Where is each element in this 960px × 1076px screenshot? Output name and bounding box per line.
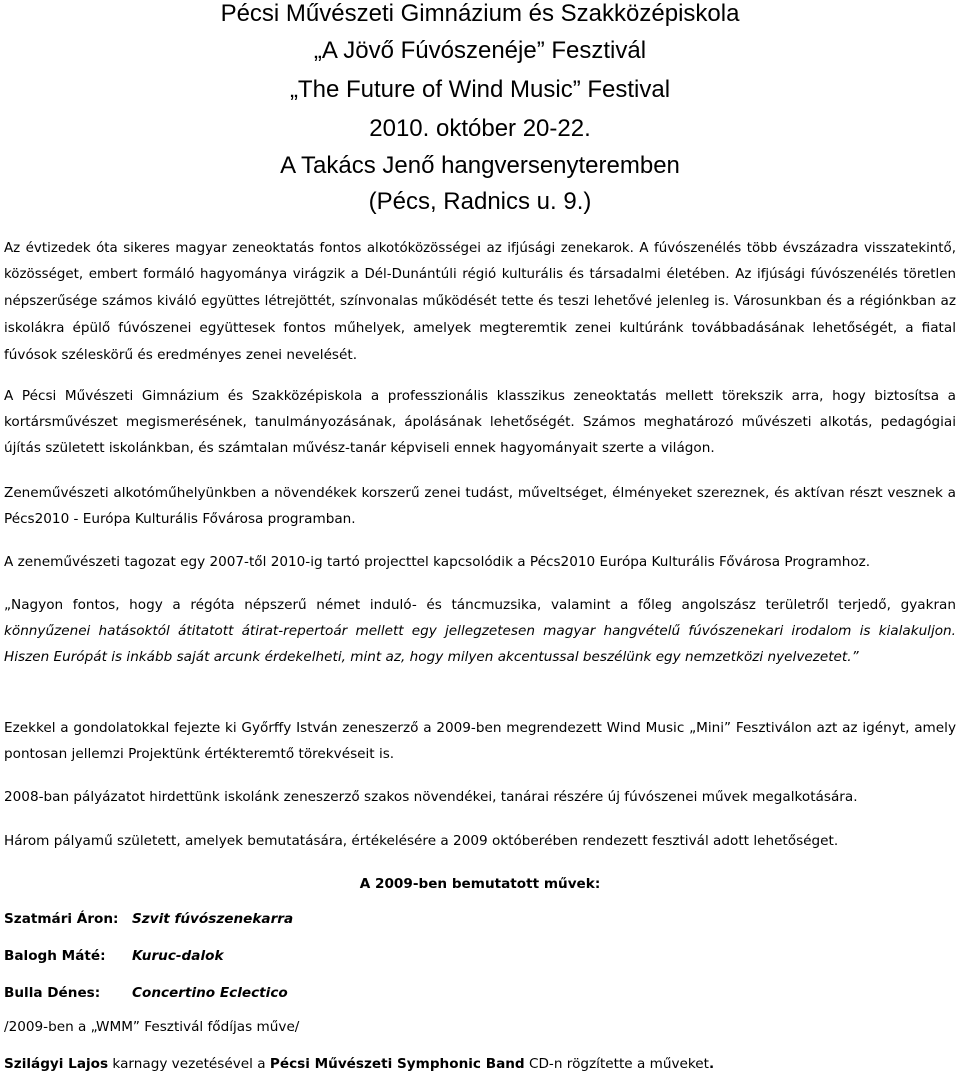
paragraph-youth-bands xyxy=(4,236,956,369)
quote-start: „Nagyon fontos, hogy a régóta népszerű német induló- és táncmuzsika, valamint a főleg angolszász területről terjedő, gyakran xyxy=(4,597,956,613)
festival-date: 2010. október 20-22. xyxy=(369,115,591,142)
works-heading: A 2009-ben bemutatott művek: xyxy=(359,876,601,892)
festival-venue: A Takács Jenő hangversenyteremben xyxy=(280,152,680,179)
closing-mid: karnagy vezetésével a xyxy=(108,1056,270,1072)
conductor-name: Szilágyi Lajos xyxy=(4,1056,109,1072)
work-title-3: Concertino Eclectico xyxy=(132,985,288,1001)
paragraph-youth-bands-b: Városunkban és a régiónkban az iskolákra épülő fúvószenei együttesek fontos műhelyek, amelyek megteremtik zenei kultúránk továbbadásának lehetőségét, a fiatal fúvósok széleskörű és eredményes zenei nevelését. xyxy=(4,293,957,363)
work-title-1: Szvit fúvószenekarra xyxy=(132,911,294,927)
prize-note: /2009-ben a „WMM” Fesztivál fődíjas műve/ xyxy=(4,1019,300,1035)
band-name: Pécsi Művészeti Symphonic Band xyxy=(269,1056,525,1072)
closing-line xyxy=(4,1056,714,1072)
quote-italic: könnyűzenei hatásoktól átitatott átirat-repertoár mellett egy jellegzetesen magyar hangvételű fúvószenekari irodalom is kialakuljon. Hiszen Európát is inkább saját arcunk érdekelheti, mint az, hogy milyen akcentussal beszélünk egy nemzetközi nyelvezetet.” xyxy=(4,623,956,665)
work-composer-1: Szatmári Áron: xyxy=(4,911,119,927)
paragraph-school: A Pécsi Művészeti Gimnázium és Szakközépiskola a professzionális klasszikus zeneoktatás mellett törekszik arra, hogy biztosítsa a kortársművészet megismerésének, tanulmányozásának, ápolásának lehetőségét. Számos meghatározó művészeti alkotás, pedagógiai újítás született iskolánkban, és számtalan művész-tanár képviseli ennek hagyományait szerte a világon. xyxy=(4,388,956,456)
paragraph-three-works: Három pályamű született, amelyek bemutatására, értékelésére a 2009 októberében rendezett fesztivál adott lehetőséget. xyxy=(4,833,839,849)
paragraph-project: A zeneművészeti tagozat egy 2007-től 2010-ig tartó projecttel kapcsolódik a Pécs2010 Európa Kulturális Fővárosa Programhoz. xyxy=(4,554,871,570)
school-name: Pécsi Művészeti Gimnázium és Szakközépiskola xyxy=(220,0,740,27)
work-title-2: Kuruc-dalok xyxy=(132,948,224,964)
paragraph-quote xyxy=(4,592,956,670)
work-composer-2: Balogh Máté: xyxy=(4,948,106,964)
paragraph-workshop: Zeneművészeti alkotóműhelyünkben a növendékek korszerű zenei tudást, műveltséget, élményeket szereznek, és aktívan részt vesznek a Pécs2010 - Európa Kulturális Fővárosa programban. xyxy=(4,485,956,527)
paragraph-gyorffy: Ezekkel a gondolatokkal fejezte ki Győrffy István zeneszerző a 2009-ben megrendezett Wind Music „Mini” Fesztiválon azt az igényt, amely pontosan jellemzi Projektünk értékteremtő törekvéseit is. xyxy=(4,720,956,762)
closing-end: CD-n rögzítette a műveket xyxy=(524,1056,709,1072)
closing-period: . xyxy=(708,1056,715,1072)
festival-title-en: „The Future of Wind Music” Festival xyxy=(289,76,671,103)
paragraph-competition: 2008-ban pályázatot hirdettünk iskolánk zeneszerző szakos növendékei, tanárai részére új fúvószenei művek megalkotására. xyxy=(4,789,858,805)
work-composer-3: Bulla Dénes: xyxy=(4,985,101,1001)
festival-title-hu: „A Jövő Fúvószenéje” Fesztivál xyxy=(313,37,647,64)
festival-address: (Pécs, Radnics u. 9.) xyxy=(368,188,592,215)
paragraph-youth-bands-a: Az évtizedek óta sikeres magyar zeneoktatás fontos alkotóközösségei az ifjúsági zenekarok. A fúvószenélés több évszázadra visszatekintő, közösséget, embert formáló hagyománya virágzik a Dél-Dunántúli régió kulturális és társadalmi életében. Az ifjúsági fúvószenélés töretlen népszerűsége számos kiváló együttes létrejöttét, színvonalas működését tette és teszi lehetővé jelenleg is. xyxy=(4,241,956,309)
